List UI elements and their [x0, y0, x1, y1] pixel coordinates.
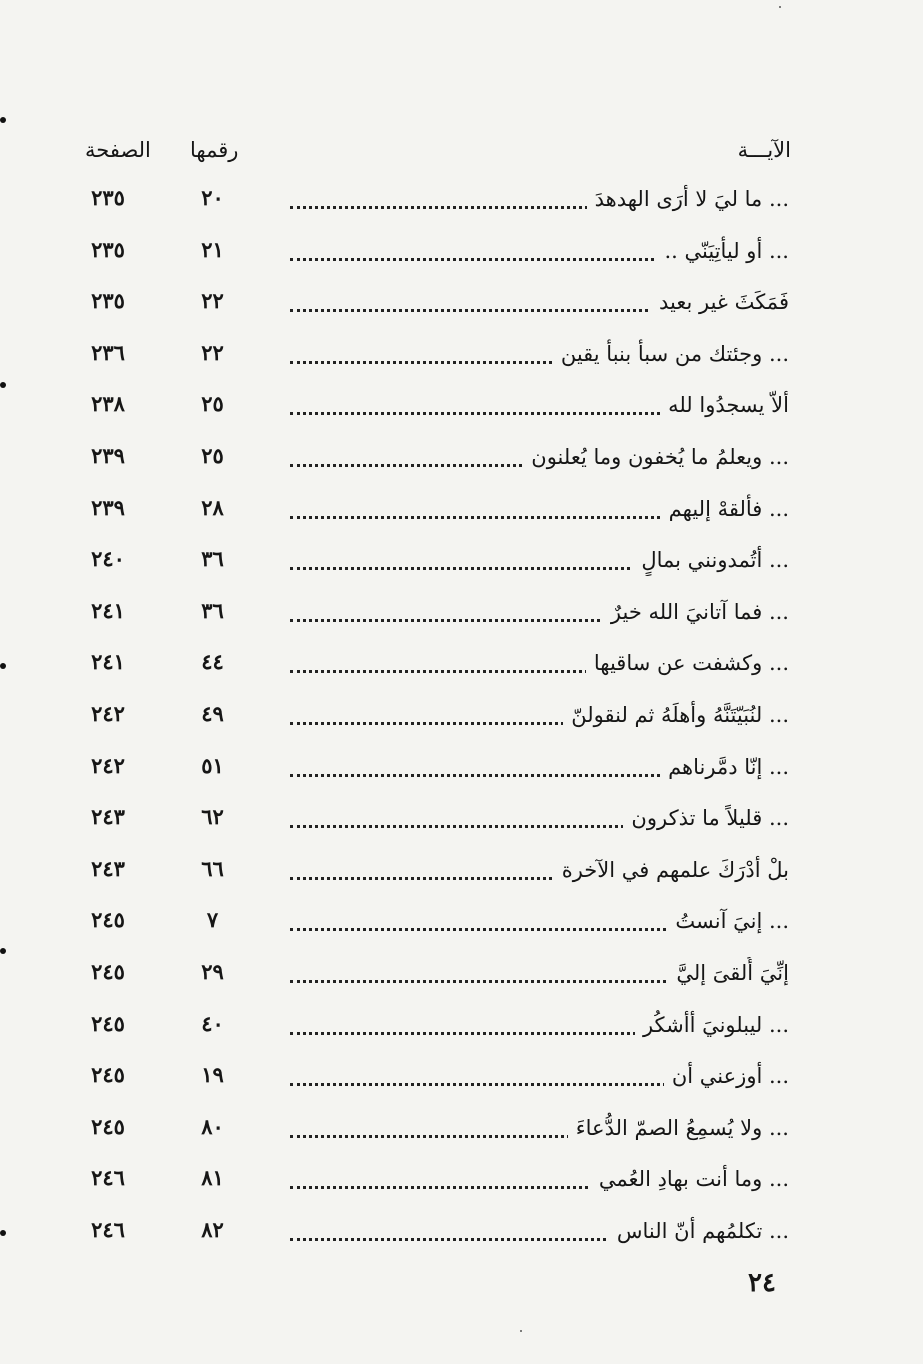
number-column-header: رقمها — [190, 138, 239, 162]
page-number: ٢٤ — [748, 1268, 776, 1298]
page-ref: ٢٣٨ — [91, 391, 125, 417]
index-row — [0, 999, 923, 1051]
verse-cell — [289, 235, 789, 267]
verse-number: ٢٢ — [201, 339, 224, 365]
verse-number: ٢٨ — [201, 494, 224, 520]
verse-text: ... ولا يُسمِعُ الصمّ الدُّعاءَ — [568, 1116, 789, 1140]
verse-number: ٤٠ — [201, 1010, 224, 1036]
index-row — [0, 586, 923, 638]
verse-number: ٨٢ — [201, 1216, 224, 1242]
page-ref: ٢٣٥ — [91, 236, 125, 262]
verse-text: بلْ أدْرَكَ علمهم في الآخرة — [554, 858, 789, 882]
verse-text: ... أتُمدونني بمالٍ — [633, 548, 789, 572]
verse-number: ٣٦ — [201, 597, 224, 623]
verse-text: ... وجئتك من سبأ بنبأ يقين — [553, 342, 789, 366]
margin-mark — [0, 948, 6, 954]
verse-text: ... فألقهْ إليهم — [661, 497, 789, 521]
verse-text: ... أو ليأتِيَنّي .. — [656, 239, 789, 263]
verse-cell — [289, 1060, 789, 1092]
index-row — [0, 431, 923, 483]
page-ref: ٢٤٠ — [91, 546, 125, 572]
verse-cell — [289, 802, 789, 834]
verse-text: ... قليلاً ما تذكرون — [623, 806, 789, 830]
verse-text: ألاّ يسجدُوا لله — [660, 393, 789, 417]
page-ref: ٢٤٥ — [91, 1113, 125, 1139]
index-row — [0, 844, 923, 896]
verse-cell — [289, 957, 789, 989]
verse-number: ٢١ — [201, 236, 224, 262]
page-ref: ٢٤٦ — [91, 1216, 125, 1242]
page-ref: ٢٤٥ — [91, 1010, 125, 1036]
verse-number: ٤٩ — [201, 700, 224, 726]
index-row — [0, 895, 923, 947]
verse-text: ... فما آتانيَ الله خيرٌ — [603, 600, 789, 624]
page-column-header: الصفحة — [85, 138, 151, 162]
verse-cell — [289, 389, 789, 421]
verse-cell — [289, 699, 789, 731]
verse-cell — [289, 596, 789, 628]
margin-mark — [0, 117, 6, 123]
page-ref: ٢٤٣ — [91, 804, 125, 830]
verse-number: ٨٠ — [201, 1113, 224, 1139]
index-table — [0, 173, 923, 1256]
page-ref: ٢٤١ — [91, 597, 125, 623]
page-ref: ٢٣٦ — [91, 339, 125, 365]
verse-number: ٥١ — [201, 752, 224, 778]
verse-text: ... لنُبَيّتَنَّهُ وأهلَهُ ثم لنقولنّ — [563, 703, 789, 727]
verse-number: ٦٢ — [201, 804, 224, 830]
margin-mark — [0, 382, 6, 388]
verse-column-header: الآيـــة — [737, 138, 791, 162]
index-row — [0, 792, 923, 844]
page-ref: ٢٤٢ — [91, 700, 125, 726]
verse-number: ٣٦ — [201, 546, 224, 572]
index-row — [0, 534, 923, 586]
index-row — [0, 225, 923, 277]
verse-text: ... وكشفت عن ساقيها — [586, 651, 789, 675]
margin-mark — [0, 663, 6, 669]
page-ref: ٢٣٩ — [91, 494, 125, 520]
scan-speck — [520, 1330, 522, 1332]
page-ref: ٢٤١ — [91, 649, 125, 675]
verse-text: ... ويعلمُ ما يُخفون وما يُعلنون — [523, 445, 789, 469]
verse-number: ٧ — [206, 907, 219, 933]
index-row — [0, 1050, 923, 1102]
verse-text: ... تكلمُهم أنّ الناس — [609, 1219, 789, 1243]
page-ref: ٢٣٩ — [91, 442, 125, 468]
page-ref: ٢٣٥ — [91, 185, 125, 210]
verse-text: فَمَكَثَ غير بعيد — [651, 290, 789, 314]
index-row — [0, 276, 923, 328]
verse-number: ٢٠ — [201, 185, 224, 210]
verse-number: ٢٩ — [201, 958, 224, 984]
index-row — [0, 947, 923, 999]
verse-text: ... ليبلونيَ أأشكُر — [635, 1013, 789, 1037]
index-row — [0, 1205, 923, 1257]
page-ref: ٢٤٥ — [91, 1062, 125, 1088]
verse-cell — [289, 338, 789, 370]
verse-cell — [289, 286, 789, 318]
verse-number: ٢٥ — [201, 442, 224, 468]
index-row — [0, 1153, 923, 1205]
verse-text: ... أوزعني أن — [664, 1064, 789, 1088]
verse-cell — [289, 751, 789, 783]
verse-cell — [289, 854, 789, 886]
verse-text: ... ما ليَ لا أرَى الهدهدَ — [587, 187, 789, 211]
index-row — [0, 173, 923, 225]
index-row — [0, 379, 923, 431]
verse-cell — [289, 1215, 789, 1247]
verse-text: إنِّيَ أُلقىَ إليَّ — [668, 961, 789, 985]
verse-number: ٤٤ — [201, 649, 224, 675]
scan-speck — [779, 6, 781, 8]
verse-cell — [289, 544, 789, 576]
verse-cell — [289, 493, 789, 525]
verse-cell — [289, 183, 789, 215]
verse-number: ٨١ — [201, 1165, 224, 1191]
page-ref: ٢٤٣ — [91, 855, 125, 881]
page-ref: ٢٤٦ — [91, 1165, 125, 1191]
verse-number: ٢٢ — [201, 288, 224, 314]
page-ref: ٢٣٥ — [91, 288, 125, 314]
verse-cell — [289, 441, 789, 473]
verse-cell — [289, 1009, 789, 1041]
verse-text: ... وما أنت بهادِ العُمي — [591, 1167, 789, 1191]
verse-number: ٦٦ — [201, 855, 224, 881]
index-row — [0, 689, 923, 741]
index-row — [0, 483, 923, 535]
index-row — [0, 1102, 923, 1154]
index-row — [0, 637, 923, 689]
verse-cell — [289, 1112, 789, 1144]
verse-cell — [289, 905, 789, 937]
verse-text: ... إنيَ آنستُ — [667, 909, 789, 933]
verse-cell — [289, 647, 789, 679]
verse-number: ٢٥ — [201, 391, 224, 417]
index-row — [0, 328, 923, 380]
verse-text: ... إنّا دمَّرناهم — [660, 755, 789, 779]
verse-cell — [289, 1163, 789, 1195]
page-ref: ٢٤٥ — [91, 907, 125, 933]
page-ref: ٢٤٥ — [91, 958, 125, 984]
margin-mark — [0, 1230, 6, 1236]
page-ref: ٢٤٢ — [91, 752, 125, 778]
verse-number: ١٩ — [201, 1062, 224, 1088]
index-row — [0, 741, 923, 793]
